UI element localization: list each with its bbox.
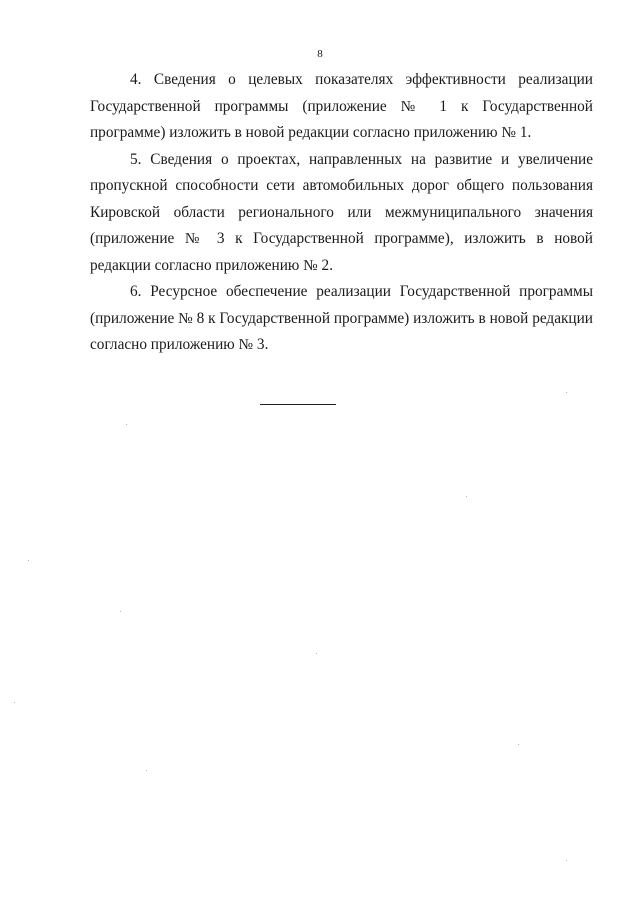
scan-speck — [566, 860, 567, 861]
document-body — [90, 67, 593, 359]
paragraph-item-5: 5. Сведения о проектах, направленных на развитие и увеличение пропускной способности сети автомобильных дорог общего пользования Кировской области регионального или межмуниципального значения (приложение № 3 к Государственной программе), изложить в новой редакции согласно приложению № 2. — [90, 150, 593, 274]
scan-speck — [566, 392, 567, 393]
scan-speck — [28, 560, 29, 561]
paragraph-item-4: 4. Сведения о целевых показателях эффективности реализации Государственной программы (приложение № 1 к Государственной программе) изложить в новой редакции согласно приложению № 1. — [90, 71, 593, 141]
closing-divider — [260, 404, 336, 405]
scan-speck — [518, 744, 519, 745]
scan-speck — [120, 611, 121, 612]
scan-speck — [466, 496, 467, 497]
paragraph-item-6: 6. Ресурсное обеспечение реализации Государственной программы (приложение № 8 к Государственной программе) изложить в новой редакции согласно приложению № 3. — [90, 283, 593, 353]
scan-speck — [14, 702, 15, 703]
scan-speck — [126, 424, 127, 425]
page-number: 8 — [317, 48, 323, 60]
scan-speck — [146, 770, 147, 771]
scan-speck — [316, 653, 317, 654]
